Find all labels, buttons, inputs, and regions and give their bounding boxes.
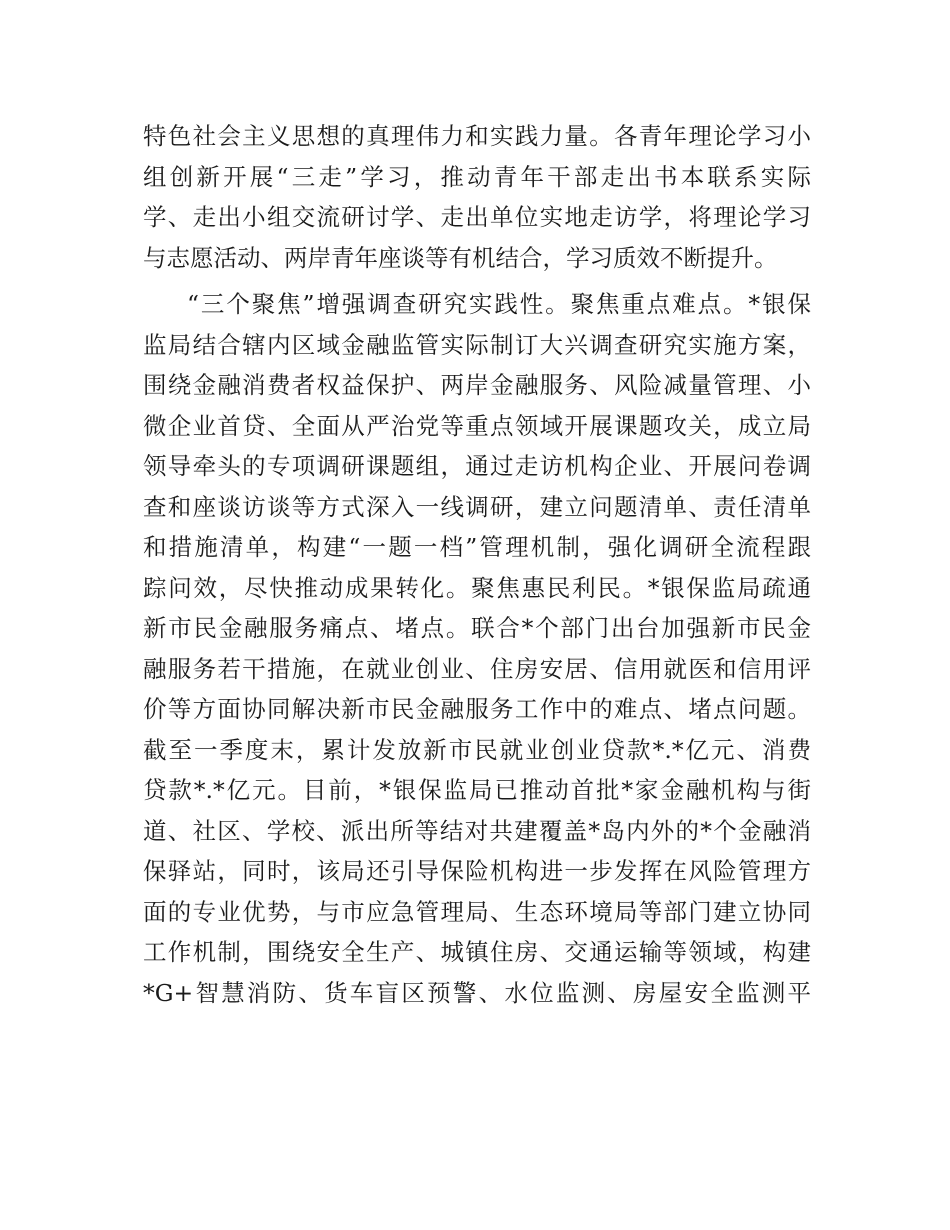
text-line: *G+智慧消防、货车盲区预警、水位监测、房屋安全监测平 bbox=[143, 978, 811, 1007]
paragraph-2 bbox=[143, 284, 811, 1013]
document-page bbox=[143, 116, 811, 1013]
text-line: 围绕金融消费者权益保护、两岸金融服务、风险减量管理、小 bbox=[143, 371, 811, 399]
text-line: 组创新开展“三走”学习，推动青年干部走出书本联系实际 bbox=[143, 162, 811, 191]
text-line: 新市民金融服务痛点、堵点。联合*个部门出台加强新市民金 bbox=[143, 614, 811, 642]
text-line: 价等方面协同解决新市民金融服务工作中的难点、堵点问题。 bbox=[143, 695, 811, 723]
text-line: 道、社区、学校、派出所等结对共建覆盖*岛内外的*个金融消 bbox=[143, 816, 811, 845]
text-line: 面的专业优势，与市应急管理局、生态环境局等部门建立协同 bbox=[143, 897, 811, 926]
text-line: 领导牵头的专项调研课题组，通过走访机构企业、开展问卷调 bbox=[143, 452, 811, 480]
text-line: 工作机制，围绕安全生产、城镇住房、交通运输等领域，构建 bbox=[143, 938, 811, 966]
text-line: 和措施清单，构建“一题一档”管理机制，强化调研全流程跟 bbox=[143, 533, 811, 561]
text-line: 融服务若干措施，在就业创业、住房安居、信用就医和信用评 bbox=[143, 654, 811, 683]
text-line: 踪问效，尽快推动成果转化。聚焦惠民利民。*银保监局疏通 bbox=[143, 573, 811, 602]
text-line: “三个聚焦”增强调查研究实践性。聚焦重点难点。*银保 bbox=[187, 290, 811, 318]
text-line: 贷款*.*亿元。目前，*银保监局已推动首批*家金融机构与街 bbox=[143, 776, 811, 804]
text-line: 截至一季度末，累计发放新市民就业创业贷款*.*亿元、消费 bbox=[143, 735, 811, 764]
paragraph-1 bbox=[143, 116, 811, 278]
text-line: 查和座谈访谈等方式深入一线调研，建立问题清单、责任清单 bbox=[143, 492, 811, 521]
text-line: 监局结合辖内区域金融监管实际制订大兴调查研究实施方案， bbox=[143, 330, 811, 359]
text-line: 特色社会主义思想的真理伟力和实践力量。各青年理论学习小 bbox=[143, 122, 811, 150]
text-line: 学、走出小组交流研讨学、走出单位实地走访学，将理论学习 bbox=[143, 203, 811, 231]
text-line: 与志愿活动、两岸青年座谈等有机结合，学习质效不断提升。 bbox=[143, 243, 778, 272]
text-line: 保驿站，同时，该局还引导保险机构进一步发挥在风险管理方 bbox=[143, 857, 811, 885]
text-line: 微企业首贷、全面从严治党等重点领域开展课题攻关，成立局 bbox=[143, 411, 811, 440]
